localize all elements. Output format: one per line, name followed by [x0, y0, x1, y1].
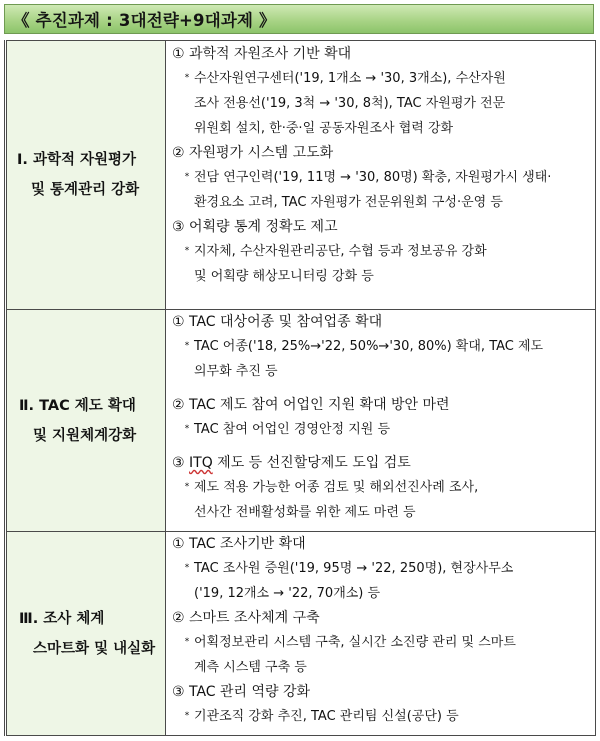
task-detail: * 어획정보관리 시스템 구축, 실시간 소진량 관리 및 스마트: [166, 630, 595, 655]
strategy-row-2: [6, 310, 596, 532]
strategy-tasks-cell: [166, 41, 596, 310]
strategy-row-1: [6, 41, 596, 310]
task-title: ② TAC 제도 참여 어업인 지원 확대 방안 마련: [172, 397, 450, 413]
task-detail: * 기관조직 강화 추진, TAC 관리팀 신설(공단) 등: [166, 704, 595, 729]
page-title: 《 추진과제 : 3대전략+9대과제 》: [13, 11, 276, 30]
task-detail: 및 어획량 해상모니터링 강화 등: [194, 269, 374, 284]
task-detail: 의무화 추진 등: [194, 364, 278, 379]
itq-term: ITQ: [189, 455, 213, 471]
strategy-tasks-cell: [166, 310, 596, 532]
task-title: ① 과학적 자원조사 기반 확대: [172, 46, 352, 62]
task-detail: * TAC 어종('18, 25%→'22, 50%→'30, 80%) 확대, TAC 제도: [166, 334, 595, 359]
task-detail: * 전담 연구인력('19, 11명 → '30, 80명) 확충, 자원평가시 생태·: [166, 165, 595, 190]
strategy-title-cell: [6, 310, 166, 532]
strategy-row-3: [6, 532, 596, 736]
bullet-icon: *: [184, 563, 190, 573]
strategy-title-line1: Ⅱ. TAC 제도 확대: [19, 397, 136, 414]
task-detail: ('19, 12개소 → '22, 70개소) 등: [194, 586, 381, 601]
strategy-tasks-cell: [166, 532, 596, 736]
bullet-icon: *: [184, 73, 190, 83]
bullet-icon: *: [184, 482, 190, 492]
strategy-title-line1: Ⅰ. 과학적 자원평가: [17, 152, 137, 168]
task-title: ① TAC 대상어종 및 참여업종 확대: [172, 314, 383, 330]
task-title: ② 스마트 조사체계 구축: [172, 610, 320, 626]
strategy-title-line2: 스마트화 및 내실화: [33, 640, 156, 657]
task-detail: 조사 전용선('19, 3척 → '30, 8척), TAC 자원평가 전문: [194, 96, 506, 111]
bullet-icon: *: [184, 637, 190, 647]
task-detail: * TAC 참여 어업인 경영안정 지원 등: [166, 417, 595, 442]
task-title: ③ ITQ 제도 등 선진할당제도 도입 검토: [172, 455, 411, 471]
bullet-icon: *: [184, 341, 190, 351]
task-detail: 계측 시스템 구축 등: [194, 660, 307, 675]
page-title-banner: [4, 4, 594, 34]
strategy-title-cell: [6, 41, 166, 310]
strategy-title-line2: 및 지원체계강화: [33, 427, 137, 444]
bullet-icon: *: [184, 246, 190, 256]
bullet-icon: *: [184, 424, 190, 434]
task-detail: * 지자체, 수산자원관리공단, 수협 등과 정보공유 강화: [166, 239, 595, 264]
task-title: ③ 어획량 통계 정확도 제고: [172, 219, 338, 235]
task-detail: 환경요소 고려, TAC 자원평가 전문위원회 구성·운영 등: [194, 195, 503, 210]
task-title: ① TAC 조사기반 확대: [172, 536, 306, 552]
task-title: ② 자원평가 시스템 고도화: [172, 145, 334, 161]
task-detail: * 제도 적용 가능한 어종 검토 및 해외선진사례 조사,: [166, 475, 595, 500]
bullet-icon: *: [184, 711, 190, 721]
strategy-title-line2: 및 통계관리 강화: [31, 182, 140, 198]
strategy-table: [4, 40, 596, 736]
task-detail: 선사간 전배활성화를 위한 제도 마련 등: [194, 505, 416, 520]
task-detail: * TAC 조사원 증원('19, 95명 → '22, 250명), 현장사무소: [166, 556, 595, 581]
strategy-title-cell: [6, 532, 166, 736]
bullet-icon: *: [184, 172, 190, 182]
strategy-title-line1: Ⅲ. 조사 체계: [19, 610, 105, 627]
task-detail: * 수산자원연구센터('19, 1개소 → '30, 3개소), 수산자원: [166, 66, 595, 91]
task-detail: 위원회 설치, 한·중·일 공동자원조사 협력 강화: [194, 121, 454, 136]
task-title: ③ TAC 관리 역량 강화: [172, 684, 311, 700]
